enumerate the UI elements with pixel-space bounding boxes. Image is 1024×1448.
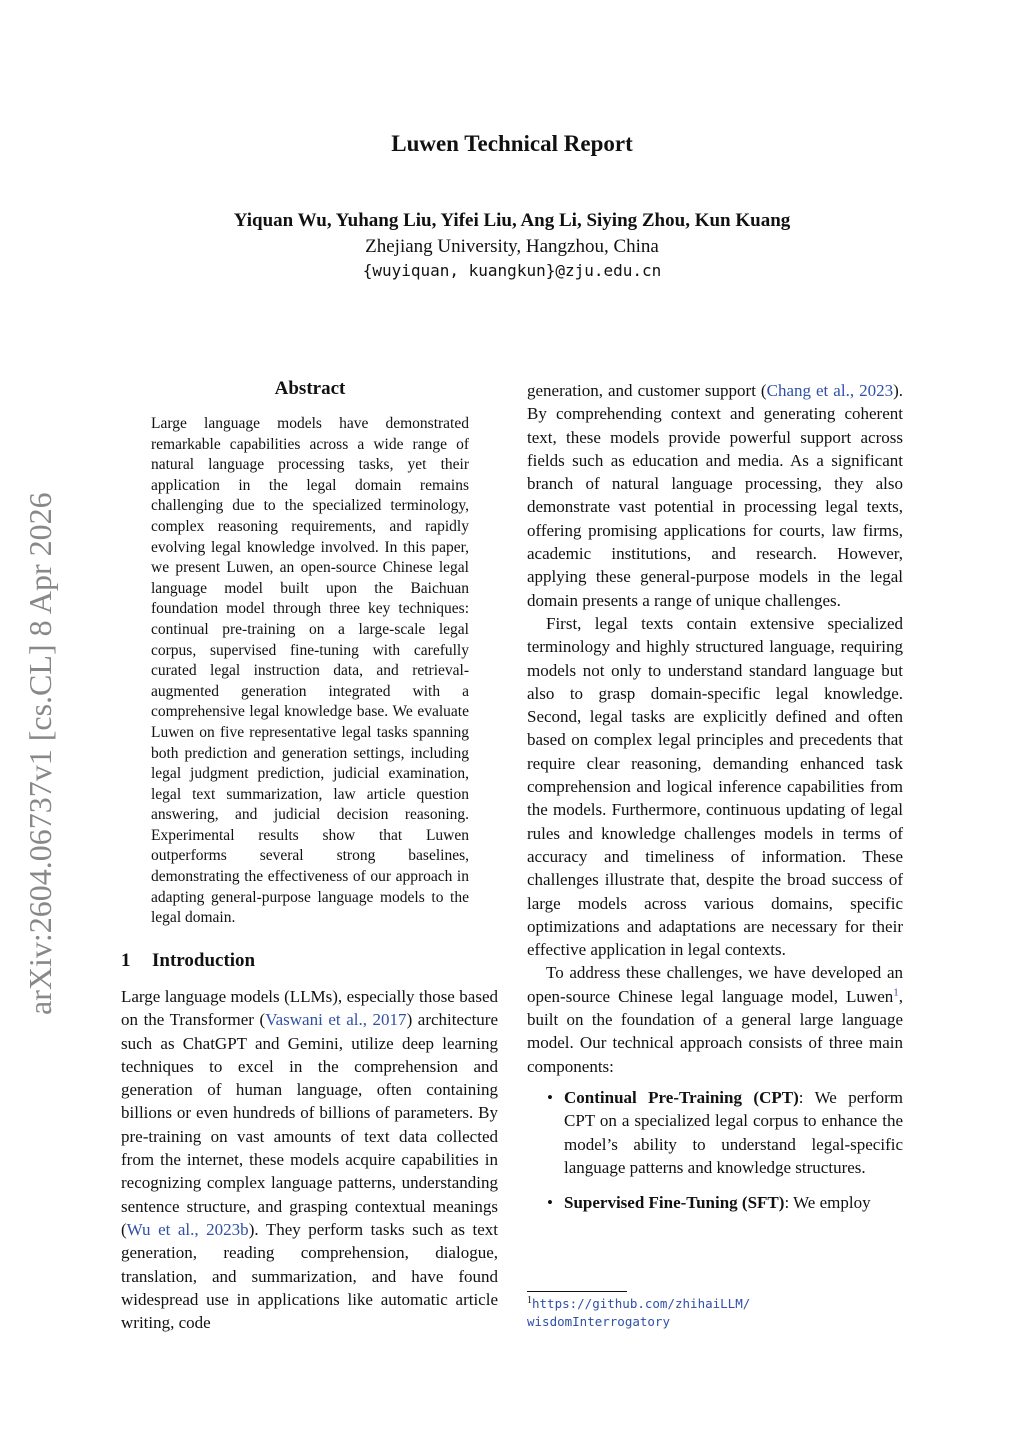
intro-text: ). By comprehending context and generating coherent text, these models provide powerful support across fields such as education and media. As a significant branch of natural language processing, they also demonstrate vast potential in processing legal texts, offering promising applications for courts, law firms, academic institutions, and research. However, applying these general-purpose models in the legal domain presents a range of unique challenges. [527, 381, 904, 610]
list-item [527, 1086, 903, 1179]
intro-text: generation, and customer support ( [527, 381, 767, 400]
citation-vaswani[interactable]: Vaswani et al., 2017 [265, 1010, 407, 1030]
footnote-url-line: https://github.com/zhihaiLLM/ [532, 1296, 751, 1311]
intro-paragraph-1 [121, 985, 498, 1334]
list-item-text: : We perform CPT on a specialized legal corpus to enhance the model’s ability to understand legal-specific language patterns and knowledge structures. [564, 1087, 903, 1177]
paper-title: Luwen Technical Report [391, 131, 633, 156]
footnote-divider [527, 1291, 627, 1292]
component-list [527, 1086, 903, 1214]
abstract-heading: Abstract [274, 378, 346, 399]
bullet-icon: • [547, 1087, 553, 1107]
section-title: Introduction [152, 950, 256, 971]
contact-email: {wuyiquan, kuangkun}@zju.edu.cn [362, 261, 662, 280]
right-column [527, 379, 903, 1226]
section-number: 1 [121, 950, 131, 971]
arxiv-identifier: arXiv:2604.06737v1 [cs.CL] 8 Apr 2026 [22, 492, 58, 1015]
intro-text: ) architecture such as ChatGPT and Gemini, utilize deep learning techniques to excel in the comprehension and generation of human language, often containing billions or even hundreds of billions of parameters. By pre-training on vast amounts of text data collected from the internet, these models acquire capabilities in recognizing complex language patterns, understanding sentence structure, and grasping contextual meanings ( [121, 1010, 499, 1239]
intro-paragraph-1-cont [527, 379, 903, 612]
intro-paragraph-2: First, legal texts contain extensive specialized terminology and highly structured language, requiring models not only to understand standard language but also to grasp domain-specific legal knowledge. Second, legal tasks are explicitly defined and often based on complex legal principles and precedents that require clear reasoning, demanding enhanced task comprehension and logical inference capabilities from the models. Furthermore, continuous updating of legal rules and knowledge challenges models in terms of accuracy and timeliness of information. These challenges illustrate that, despite the broad success of large models across various domains, specific optimizations and adaptations are necessary for their effective application in legal contexts. [527, 613, 903, 960]
abstract-body: Large language models have demonstrated remarkable capabilities across a wide range of natural language processing tasks, yet their application in the legal domain remains challenging due to the specialized terminology, complex reasoning requirements, and rapidly evolving legal knowledge involved. In this paper, we present Luwen, an open-source Chinese legal language model built upon the Baichuan foundation model through three key techniques: continual pre-training on a large-scale legal corpus, supervised fine-tuning with carefully curated legal instruction data, and retrieval-augmented generation integrated with a comprehensive legal knowledge base. We evaluate Luwen on five representative legal tasks spanning both prediction and generation settings, including legal judgment prediction, judicial examination, legal text summarization, law article question answering, and judicial decision reasoning. Experimental results show that Luwen outperforms several strong baselines, demonstrating the effectiveness of our approach in adapting general-purpose language models to the legal domain. [151, 415, 469, 927]
footnote-url-line: wisdomInterrogatory [527, 1314, 670, 1329]
list-item [527, 1191, 903, 1214]
author-list: Yiquan Wu, Yuhang Liu, Yifei Liu, Ang Li, Siying Zhou, Kun Kuang [233, 210, 791, 231]
affiliation: Zhejiang University, Hangzhou, China [365, 236, 659, 257]
intro-paragraph-3 [527, 961, 903, 1077]
intro-text: Large language models (LLMs), especially those based on the Transformer ( [121, 987, 498, 1030]
list-item-term: Supervised Fine-Tuning (SFT) [564, 1193, 785, 1213]
citation-wu[interactable]: Wu et al., 2023b [126, 1219, 249, 1239]
footnote-number: 1 [527, 1294, 532, 1306]
intro-text: To address these challenges, we have developed an open-source Chinese legal language model, Luwen [527, 963, 903, 1006]
list-item-text: : We employ [784, 1193, 871, 1213]
list-item-term: Continual Pre-Training (CPT) [564, 1087, 799, 1107]
citation-chang[interactable]: Chang et al., 2023 [766, 381, 894, 400]
bullet-icon: • [547, 1193, 553, 1213]
intro-text: , built on the foundation of a general large language model. Our technical approach consists of three main components: [527, 986, 903, 1076]
footnote-url[interactable] [527, 1296, 750, 1329]
footnote-marker[interactable]: 1 [893, 986, 899, 999]
section-heading-introduction [121, 950, 255, 972]
footnote [527, 1295, 903, 1331]
intro-text: ). They perform tasks such as text generation, reading comprehension, dialogue, translation, and summarization, and have found widespread use in applications like automatic article writing, code [121, 1219, 498, 1333]
